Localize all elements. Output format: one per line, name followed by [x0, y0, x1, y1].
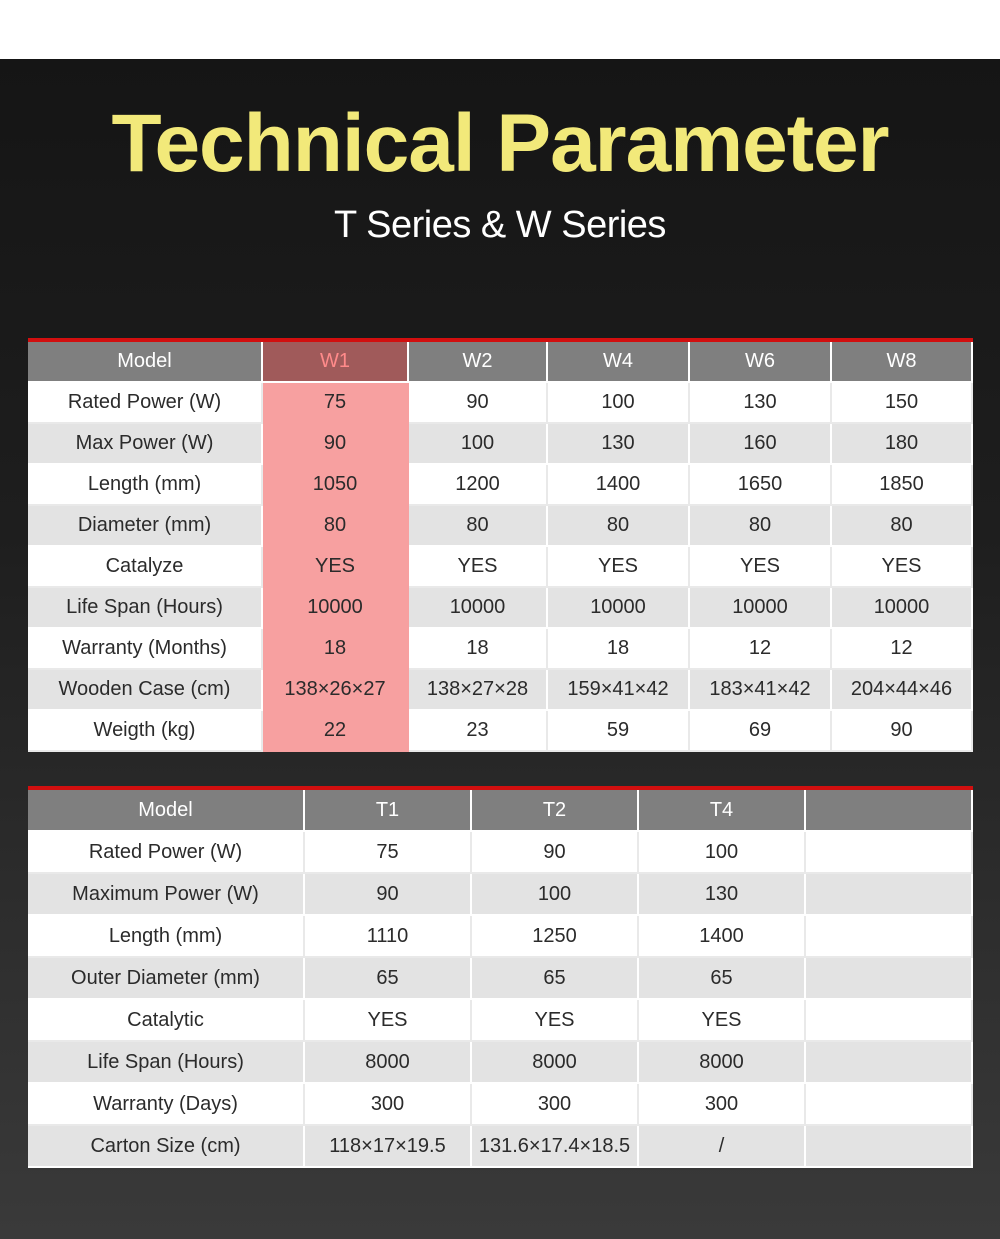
table-row	[28, 464, 972, 505]
parameter-panel	[0, 59, 1000, 1239]
row-label: Warranty (Months)	[28, 628, 262, 669]
row-label: Rated Power (W)	[28, 831, 304, 873]
table-cell: 1200	[408, 464, 547, 505]
table-cell: 8000	[471, 1041, 638, 1083]
table-cell: 8000	[304, 1041, 471, 1083]
table-cell	[805, 831, 972, 873]
table-cell: 59	[547, 710, 689, 751]
table-cell: 130	[547, 423, 689, 464]
table-cell	[805, 999, 972, 1041]
table-cell: YES	[262, 546, 408, 587]
table-cell: 90	[471, 831, 638, 873]
row-label: Outer Diameter (mm)	[28, 957, 304, 999]
row-label: Wooden Case (cm)	[28, 669, 262, 710]
table-cell: 160	[689, 423, 831, 464]
table-cell: 300	[304, 1083, 471, 1125]
table-cell: 1400	[547, 464, 689, 505]
table-cell: 65	[304, 957, 471, 999]
table-row	[28, 999, 972, 1041]
column-header: W1	[262, 340, 408, 382]
table-row	[28, 710, 972, 751]
table-cell: 69	[689, 710, 831, 751]
table-cell: 80	[689, 505, 831, 546]
row-label: Carton Size (cm)	[28, 1125, 304, 1167]
table-row	[28, 1083, 972, 1125]
table-cell: 18	[547, 628, 689, 669]
column-header: T1	[304, 788, 471, 831]
table-cell: 300	[638, 1083, 805, 1125]
page-title: Technical Parameter	[111, 98, 889, 189]
table-cell: YES	[831, 546, 972, 587]
table-cell: 90	[304, 873, 471, 915]
table-cell: 90	[262, 423, 408, 464]
row-label: Weigth (kg)	[28, 710, 262, 751]
table-row	[28, 1041, 972, 1083]
table-cell: 10000	[689, 587, 831, 628]
table-cell: 138×26×27	[262, 669, 408, 710]
row-label: Warranty (Days)	[28, 1083, 304, 1125]
table-row	[28, 957, 972, 999]
table-cell: 100	[408, 423, 547, 464]
table-cell: 138×27×28	[408, 669, 547, 710]
column-header: W8	[831, 340, 972, 382]
table-cell: 130	[638, 873, 805, 915]
table-cell: 183×41×42	[689, 669, 831, 710]
table-cell: 80	[547, 505, 689, 546]
table-cell: 65	[638, 957, 805, 999]
table-cell: 12	[831, 628, 972, 669]
table-cell: 8000	[638, 1041, 805, 1083]
table-cell: 100	[547, 382, 689, 423]
table-row	[28, 587, 972, 628]
table-row	[28, 546, 972, 587]
table-row	[28, 873, 972, 915]
table-row	[28, 423, 972, 464]
table-cell: 10000	[547, 587, 689, 628]
row-label: Diameter (mm)	[28, 505, 262, 546]
row-label: Maximum Power (W)	[28, 873, 304, 915]
table-cell	[805, 957, 972, 999]
row-label: Length (mm)	[28, 464, 262, 505]
row-label: Catalytic	[28, 999, 304, 1041]
table-cell: 75	[304, 831, 471, 873]
page-subtitle: T Series & W Series	[334, 204, 666, 246]
table-cell: 1050	[262, 464, 408, 505]
table-row	[28, 1125, 972, 1167]
table-cell: 1650	[689, 464, 831, 505]
row-label: Max Power (W)	[28, 423, 262, 464]
table-cell	[805, 1125, 972, 1167]
table-cell: YES	[471, 999, 638, 1041]
table-row	[28, 669, 972, 710]
table-cell: 22	[262, 710, 408, 751]
table-cell: /	[638, 1125, 805, 1167]
table-cell: 159×41×42	[547, 669, 689, 710]
table-cell: YES	[638, 999, 805, 1041]
column-header: W4	[547, 340, 689, 382]
column-header: W6	[689, 340, 831, 382]
table-cell: 130	[689, 382, 831, 423]
table-cell: 18	[408, 628, 547, 669]
table-cell: 90	[408, 382, 547, 423]
row-label: Length (mm)	[28, 915, 304, 957]
table-cell: 204×44×46	[831, 669, 972, 710]
table-cell: 80	[408, 505, 547, 546]
column-header-model: Model	[28, 340, 262, 382]
table-cell: 65	[471, 957, 638, 999]
table-row	[28, 382, 972, 423]
table-cell: YES	[408, 546, 547, 587]
table-cell: 10000	[408, 587, 547, 628]
table-cell: 300	[471, 1083, 638, 1125]
table-cell: 75	[262, 382, 408, 423]
table-header-row	[28, 340, 972, 382]
table-cell: 12	[689, 628, 831, 669]
table-cell	[805, 1041, 972, 1083]
table-cell: 10000	[831, 587, 972, 628]
table-cell: 80	[262, 505, 408, 546]
column-header-model: Model	[28, 788, 304, 831]
table-cell: 100	[471, 873, 638, 915]
column-header	[805, 788, 972, 831]
table-cell: YES	[304, 999, 471, 1041]
table-cell: YES	[689, 546, 831, 587]
table-cell: 80	[831, 505, 972, 546]
table-header-row	[28, 788, 972, 831]
table-cell	[805, 1083, 972, 1125]
row-label: Catalyze	[28, 546, 262, 587]
table-row	[28, 505, 972, 546]
column-header: T4	[638, 788, 805, 831]
table-cell	[805, 873, 972, 915]
table-row	[28, 628, 972, 669]
table-cell: 150	[831, 382, 972, 423]
table-cell: 1850	[831, 464, 972, 505]
row-label: Life Span (Hours)	[28, 1041, 304, 1083]
table-cell: 1110	[304, 915, 471, 957]
table-cell: YES	[547, 546, 689, 587]
table-cell: 23	[408, 710, 547, 751]
table-row	[28, 831, 972, 873]
table-cell: 131.6×17.4×18.5	[471, 1125, 638, 1167]
table-cell: 1400	[638, 915, 805, 957]
table-row	[28, 915, 972, 957]
column-header: W2	[408, 340, 547, 382]
t-series-table	[28, 786, 973, 1168]
table-cell: 180	[831, 423, 972, 464]
table-cell	[805, 915, 972, 957]
table-cell: 118×17×19.5	[304, 1125, 471, 1167]
row-label: Rated Power (W)	[28, 382, 262, 423]
table-cell: 90	[831, 710, 972, 751]
table-cell: 10000	[262, 587, 408, 628]
w-series-table	[28, 338, 973, 752]
table-cell: 100	[638, 831, 805, 873]
table-cell: 1250	[471, 915, 638, 957]
table-cell: 18	[262, 628, 408, 669]
column-header: T2	[471, 788, 638, 831]
row-label: Life Span (Hours)	[28, 587, 262, 628]
